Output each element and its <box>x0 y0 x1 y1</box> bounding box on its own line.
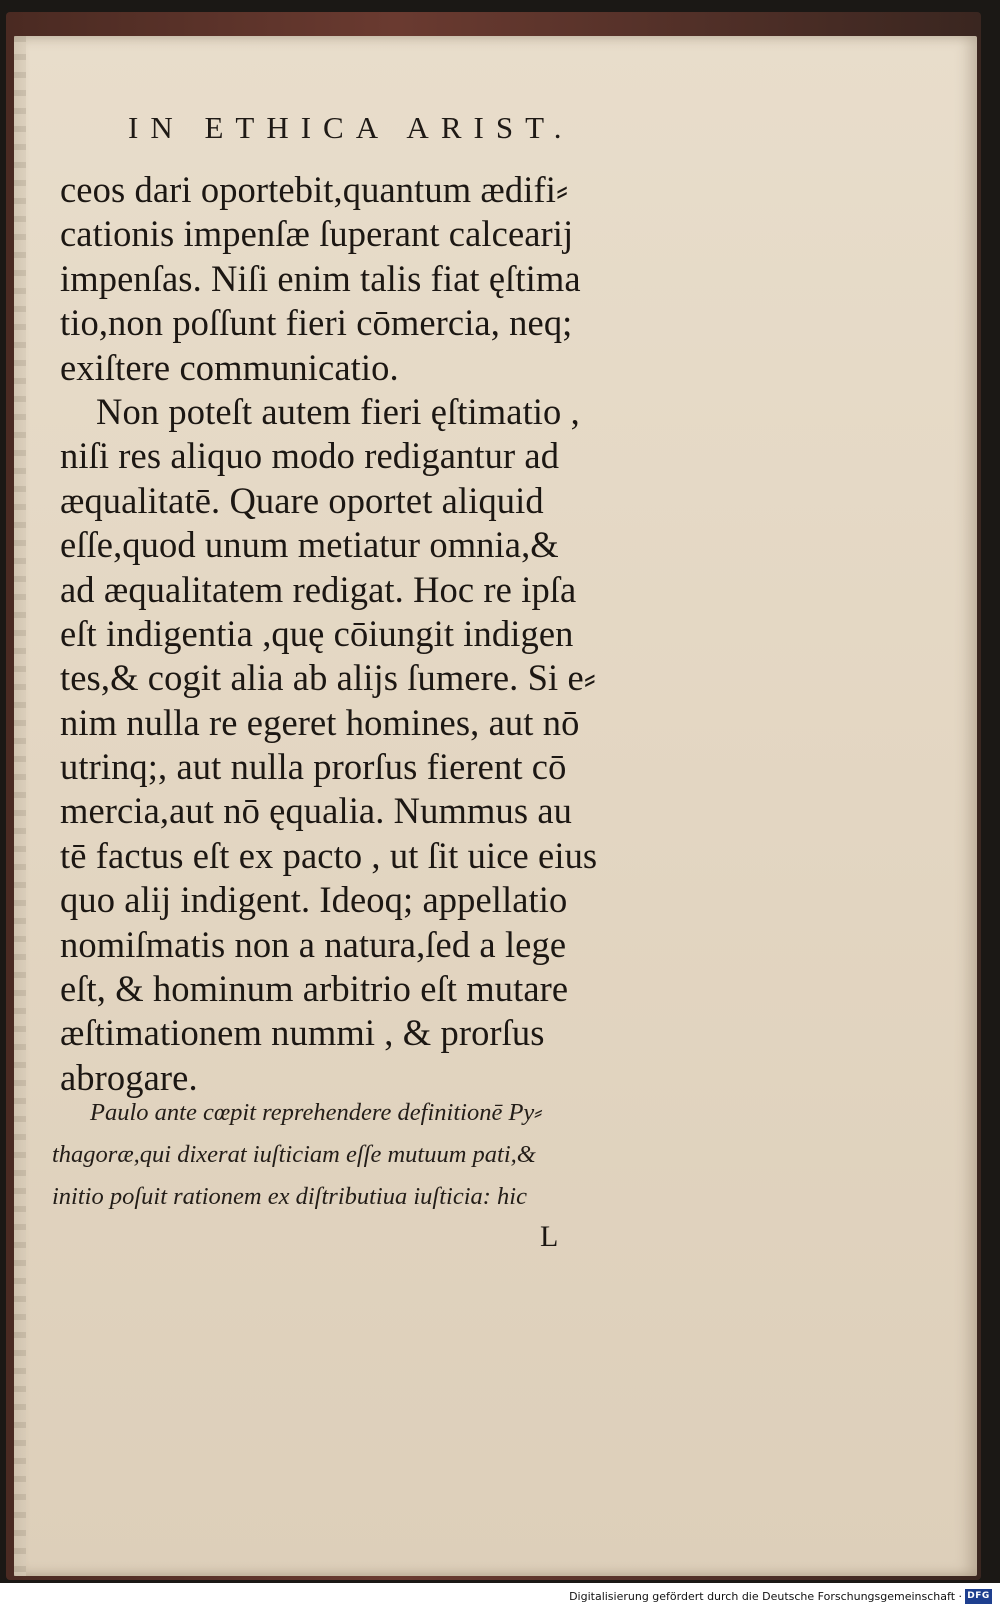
text-line: quo alij indigent. Ideoq; appellatio <box>60 879 568 921</box>
text-line: ceos dari oportebit,quantum ædifi⸗ <box>60 169 569 210</box>
text-line: cationis impenſæ ſuperant calcearij <box>60 213 574 255</box>
text-line: eſſe,quod unum metiatur omnia,& <box>60 524 559 566</box>
text-line: eſt, & hominum arbitrio eſt mutare <box>60 968 569 1010</box>
page-gutter <box>14 36 26 1576</box>
text-line: nomiſmatis non a natura,ſed a lege <box>60 923 567 965</box>
text-line: æſtimationem nummi , & prorſus <box>60 1012 545 1054</box>
text-line: tio,non poſſunt fieri cōmercia, neq; <box>60 302 573 344</box>
text-line: eſt indigentia ,quę cōiungit indigen <box>60 612 574 654</box>
text-line: tes,& cogit alia ab alijs ſumere. Si e⸗ <box>60 657 597 699</box>
digitization-footer <box>0 1583 1000 1613</box>
text-line: utrinq;, aut nulla prorſus fierent cō <box>60 746 567 788</box>
text-line: exiſtere communicatio. <box>60 346 399 388</box>
commentary-line: Paulo ante cœpit reprehendere definitionē Py⸗ <box>90 1099 543 1126</box>
text-line: abrogare. <box>60 1056 198 1098</box>
main-text-block <box>60 168 670 1100</box>
signature-mark: L <box>540 1220 559 1253</box>
running-head: IN ETHICA ARIST. <box>128 110 574 145</box>
funding-credit: Digitalisierung gefördert durch die Deutsche Forschungsgemeinschaft · <box>569 1590 962 1603</box>
commentary-line: initio poſuit rationem ex diſtributiua iuſticia: hic <box>52 1183 527 1210</box>
text-line: æqualitatē. Quare oportet aliquid <box>60 479 544 521</box>
text-line: tē factus eſt ex pacto , ut ſit uice eius <box>60 834 598 876</box>
commentary-block <box>52 1092 670 1218</box>
text-line: niſi res aliquo modo redigantur ad <box>60 435 560 477</box>
dfg-logo: DFG <box>965 1589 992 1604</box>
text-line: nim nulla re egeret homines, aut nō <box>60 701 580 743</box>
text-line: Non poteſt autem fieri ęſtimatio , <box>96 390 580 432</box>
text-line: mercia,aut nō ęqualia. Nummus au <box>60 790 573 832</box>
text-line: impenſas. Niſi enim talis fiat ęſtima <box>60 257 581 299</box>
text-line: ad æqualitatem redigat. Hoc re ipſa <box>60 568 577 610</box>
commentary-line: thagoræ,qui dixerat iuſticiam eſſe mutuum pati,& <box>52 1141 536 1168</box>
